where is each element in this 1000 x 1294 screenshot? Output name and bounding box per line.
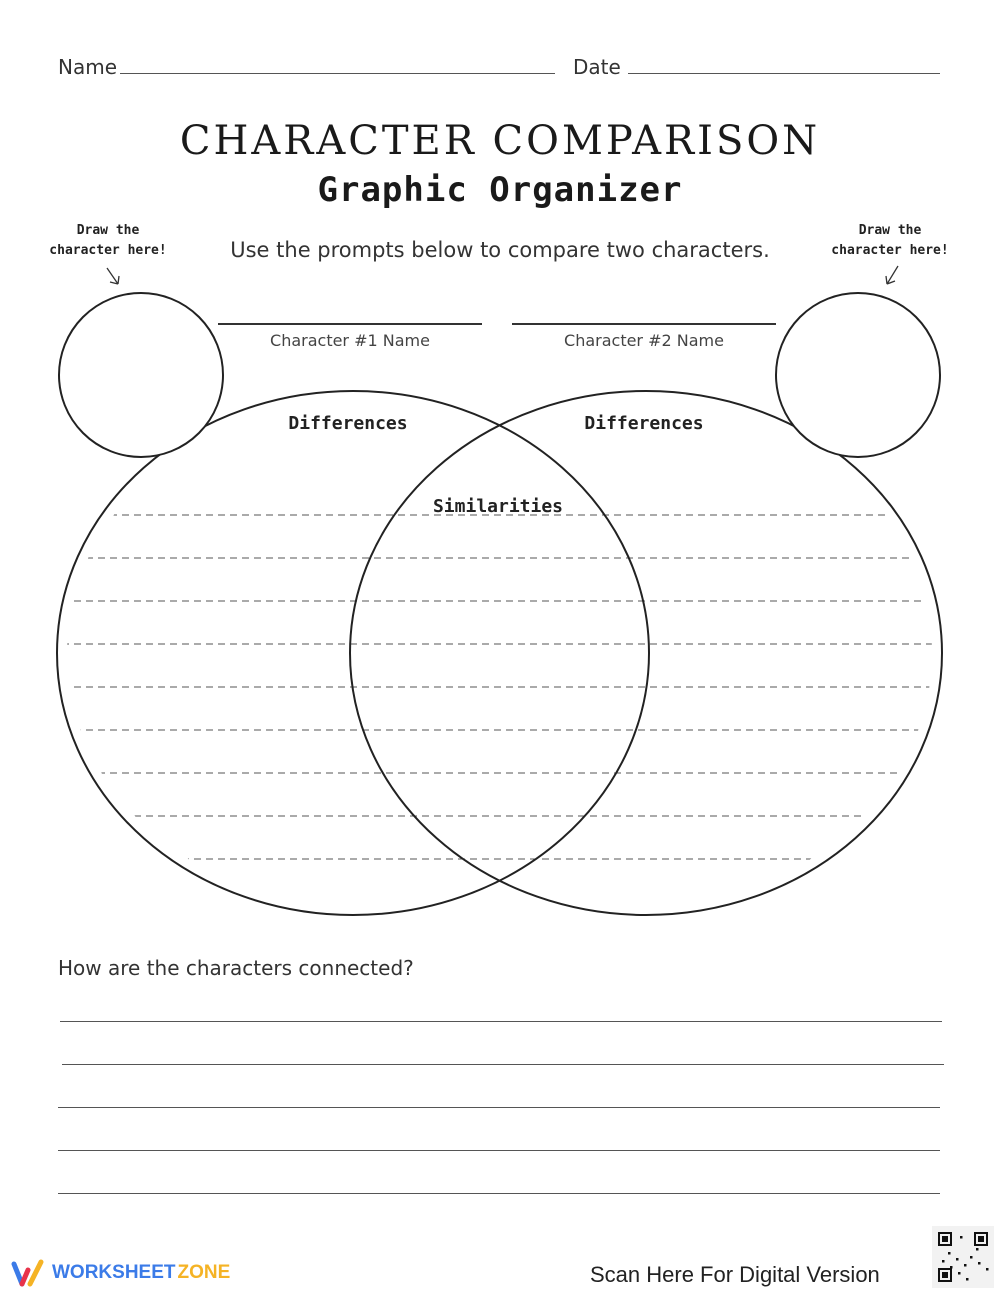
answer-line[interactable] [62, 1064, 944, 1065]
worksheetzone-logo [10, 1258, 230, 1288]
arrow-left-icon [107, 268, 119, 284]
differences-left-label: Differences [288, 413, 408, 434]
instructions: Use the prompts below to compare two characters. [230, 238, 770, 262]
page-title: CHARACTER COMPARISON [179, 118, 821, 164]
answer-line[interactable] [58, 1193, 940, 1194]
arrow-right-icon [886, 266, 898, 284]
hint-line: character here! [831, 243, 949, 258]
answer-line[interactable] [58, 1107, 940, 1108]
differences-right-label: Differences [584, 413, 704, 434]
answer-line[interactable] [60, 1021, 942, 1022]
connection-question: How are the characters connected? [58, 956, 414, 980]
logo-text-part1: WORKSHEET [52, 1262, 176, 1283]
hint-line: Draw the [858, 223, 922, 238]
draw-circle-left[interactable] [59, 293, 223, 457]
character2-name-label: Character #2 Name [564, 331, 724, 350]
character1-name-label: Character #1 Name [270, 331, 430, 350]
venn-left-ellipse [57, 391, 649, 915]
page-subtitle: Graphic Organizer [317, 170, 683, 210]
name-label: Name [58, 55, 118, 79]
date-label: Date [573, 55, 621, 79]
logo-text-part2: ZONE [177, 1262, 231, 1283]
writing-lines [50, 515, 950, 859]
logo-icon [10, 1258, 46, 1288]
answer-line[interactable] [58, 1150, 940, 1151]
qr-code-icon[interactable] [932, 1226, 994, 1288]
similarities-label: Similarities [432, 496, 564, 517]
hint-line: character here! [49, 243, 167, 258]
venn-right-ellipse [350, 391, 942, 915]
hint-line: Draw the [76, 223, 140, 238]
scan-text: Scan Here For Digital Version [590, 1262, 880, 1287]
draw-circle-right[interactable] [776, 293, 940, 457]
